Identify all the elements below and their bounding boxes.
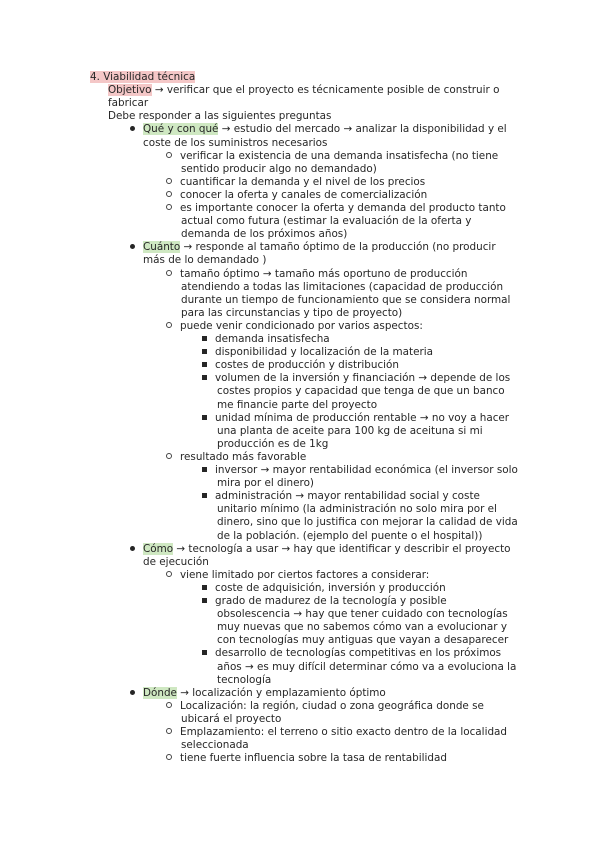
como-section-desc-cont: [143, 556, 209, 569]
cuanto-aspecto-text: una planta de aceite para 100 kg de aceituna si mi: [217, 424, 483, 437]
donde-item-text: seleccionada: [181, 739, 249, 752]
donde-item-cont: [181, 739, 249, 752]
bullet-square-icon: [202, 336, 207, 341]
cuanto-aspecto-cont: [217, 425, 483, 438]
cuanto-resultado-item-text: dinero, sino que lo justifica con mejorar la calidad de vida: [217, 516, 518, 529]
donde-item: [166, 752, 447, 765]
bullet-square-icon: [202, 467, 207, 472]
bullet-circle-icon: [166, 702, 172, 708]
cuanto-section-desc-text: más de lo demandado ): [143, 254, 267, 267]
que-section-desc-cont: [143, 137, 327, 150]
cuanto-item-text: tamaño óptimo → tamaño más oportuno de producción: [180, 267, 468, 280]
cuanto-aspecto-text: producción es de 1kg: [217, 437, 329, 450]
cuanto-aspecto-text: costes propios y capacidad que tenga de que un banco: [217, 385, 505, 398]
como-section-label: Cómo: [143, 542, 174, 555]
como-item: [166, 569, 429, 582]
cuanto-resultado-item-text: mira por el dinero): [217, 477, 314, 490]
que-item-text: verificar la existencia de una demanda insatisfecha (no tiene: [180, 149, 499, 162]
cuanto-item: [166, 268, 467, 281]
que-item-text: conocer la oferta y canales de comercialización: [180, 188, 428, 201]
cuanto-aspecto-text: disponibilidad y localización de la materia: [215, 346, 433, 359]
como-factor-text: grado de madurez de la tecnología y posible: [215, 595, 447, 607]
bullet-square-icon: [202, 349, 207, 354]
donde-item-text: tiene fuerte influencia sobre la tasa de rentabilidad: [180, 752, 447, 765]
donde-item: [166, 726, 507, 739]
objetivo-line: [108, 84, 499, 97]
cuanto-aspecto: [202, 412, 509, 425]
como-factor-text: con tecnologías muy antiguas que vayan a desaparecer: [217, 634, 509, 647]
bullet-circle-icon: [166, 270, 172, 276]
como-factor-text: coste de adquisición, inversión y producción: [215, 581, 446, 594]
que-item-cont: [181, 163, 377, 176]
section-number: 4.: [90, 71, 100, 83]
cuanto-resultado-item-text: administración → mayor rentabilidad social y coste: [215, 490, 480, 503]
donde-item-text: Emplazamiento: el terreno o sitio exacto dentro de la localidad: [180, 726, 508, 738]
cuanto-section-desc: → responde al tamaño óptimo de la producción (no producir: [180, 241, 496, 254]
bullet-circle-icon: [166, 152, 172, 158]
objetivo-line-cont: [108, 97, 148, 110]
bullet-disc-icon: [130, 690, 135, 695]
bullet-square-icon: [202, 598, 207, 603]
bullet-circle-icon: [166, 571, 172, 577]
bullet-square-icon: [202, 415, 207, 420]
bullet-circle-icon: [166, 754, 172, 760]
cuanto-section-heading: [130, 241, 496, 254]
donde-section-desc: → localización y emplazamiento óptimo: [176, 686, 386, 699]
que-section-desc-text: coste de los suministros necesarios: [143, 136, 328, 149]
bullet-disc-icon: [130, 546, 135, 551]
como-factor-cont: [217, 661, 516, 674]
cuanto-aspecto-text: costes de producción y distribución: [215, 359, 399, 372]
intro-line: [108, 110, 331, 123]
que-item-cont: [181, 215, 471, 228]
bullet-circle-icon: [166, 178, 172, 184]
donde-section-heading: [130, 687, 386, 700]
cuanto-resultado-item-cont: [217, 516, 518, 529]
cuanto-resultado-item-cont: [217, 503, 497, 516]
donde-section-label: Dónde: [143, 686, 177, 699]
cuanto-resultado-item-text: inversor → mayor rentabilidad económica (el inversor solo: [215, 464, 518, 476]
cuanto-item-text: atendiendo a todas las limitaciones (capacidad de producción: [181, 280, 504, 293]
cuanto-aspecto-text: me financie parte del proyecto: [217, 398, 378, 411]
cuanto-resultado-item-text: de la población. (ejemplo del puente o el hospital)): [217, 529, 483, 542]
como-factor-cont: [217, 621, 507, 634]
cuanto-resultado-item-cont: [217, 477, 314, 490]
bullet-circle-icon: [166, 453, 172, 459]
como-factor-cont: [217, 608, 508, 621]
como-factor-text: desarrollo de tecnologías competitivas en los próximos: [215, 647, 502, 660]
cuanto-resultado-item: [202, 490, 480, 503]
cuanto-resultado-item-cont: [217, 530, 482, 543]
cuanto-aspecto-cont: [217, 399, 377, 412]
bullet-square-icon: [202, 493, 207, 498]
como-factor: [202, 595, 447, 608]
como-section-desc-text: de ejecución: [143, 555, 209, 568]
donde-item-cont: [181, 713, 281, 726]
bullet-square-icon: [202, 362, 207, 367]
objetivo-text: → verificar que el proyecto es técnicamente posible de construir o: [151, 84, 500, 97]
cuanto-item: [166, 320, 423, 333]
que-section-label: Qué y con qué: [143, 123, 219, 136]
que-item-text: demanda de los próximos años): [181, 228, 348, 241]
cuanto-item-cont: [181, 281, 503, 294]
cuanto-section-desc-cont: [143, 254, 266, 267]
cuanto-item-text: para las circunstancias y tipo de proyecto): [181, 306, 403, 319]
que-item: [166, 176, 425, 189]
cuanto-aspecto: [202, 359, 399, 372]
cuanto-resultado: [166, 451, 306, 464]
donde-item-text: Localización: la región, ciudad o zona geográfica donde se: [180, 699, 484, 712]
como-factor-cont: [217, 634, 508, 647]
como-factor-text: obsolescencia → hay que tener cuidado con tecnologías: [217, 608, 508, 621]
como-factor-text: años → es muy difícil determinar cómo va a evoluciona la: [217, 660, 517, 673]
cuanto-aspecto-cont: [217, 438, 328, 451]
section-heading-highlight: [90, 71, 195, 83]
section-heading: [90, 71, 195, 84]
bullet-circle-icon: [166, 191, 172, 197]
cuanto-section-label: Cuánto: [143, 241, 181, 254]
cuanto-resultado-item: [202, 464, 518, 477]
bullet-square-icon: [202, 585, 207, 590]
como-factor: [202, 582, 446, 595]
bullet-disc-icon: [130, 126, 135, 131]
bullet-square-icon: [202, 650, 207, 655]
que-item: [166, 150, 498, 163]
cuanto-item-cont: [181, 307, 402, 320]
bullet-disc-icon: [130, 244, 135, 249]
que-item-text: cuantificar la demanda y el nivel de los precios: [180, 175, 426, 188]
bullet-circle-icon: [166, 728, 172, 734]
cuanto-aspecto-text: unidad mínima de producción rentable → no voy a hacer: [215, 411, 510, 424]
intro-text: Debe responder a las siguientes preguntas: [108, 110, 332, 123]
cuanto-aspecto-text: demanda insatisfecha: [215, 333, 330, 345]
que-section-desc: → estudio del mercado → analizar la disponibilidad y el: [218, 123, 507, 136]
objetivo-label: Objetivo: [108, 84, 152, 97]
cuanto-aspecto: [202, 372, 510, 385]
bullet-circle-icon: [166, 322, 172, 328]
cuanto-aspecto: [202, 333, 330, 346]
cuanto-item-text: puede venir condicionado por varios aspectos:: [180, 319, 423, 332]
cuanto-item-cont: [181, 294, 510, 307]
donde-item-text: ubicará el proyecto: [181, 712, 282, 725]
cuanto-resultado-item-text: unitario mínimo (la administración no solo mira por el: [217, 503, 497, 516]
que-item: [166, 189, 427, 202]
cuanto-item-text: durante un tiempo de funcionamiento que se considera normal: [181, 293, 511, 306]
que-item-text: es importante conocer la oferta y demanda del producto tanto: [180, 202, 506, 214]
section-title: Viabilidad técnica: [103, 71, 196, 83]
como-section-heading: [130, 543, 511, 556]
bullet-square-icon: [202, 375, 207, 380]
que-section-heading: [130, 123, 507, 136]
cuanto-aspecto-cont: [217, 385, 505, 398]
que-item-cont: [181, 228, 347, 241]
como-item-text: viene limitado por ciertos factores a considerar:: [180, 568, 430, 581]
como-factor: [202, 647, 501, 660]
donde-item: [166, 700, 484, 713]
que-item: [166, 202, 506, 215]
cuanto-aspecto: [202, 346, 433, 359]
como-factor-text: muy nuevas que no sabemos cómo van a evolucionar y: [217, 621, 507, 634]
que-item-text: sentido producir algo no demandado): [181, 162, 377, 175]
cuanto-resultado-text: resultado más favorable: [180, 450, 307, 463]
cuanto-aspecto-text: volumen de la inversión y financiación → depende de los: [215, 372, 511, 385]
bullet-circle-icon: [166, 204, 172, 210]
objetivo-text: fabricar: [108, 97, 149, 110]
como-section-desc: → tecnología a usar → hay que identificar y describir el proyecto: [173, 542, 511, 555]
que-item-text: actual como futura (estimar la evaluación de la oferta y: [181, 215, 472, 228]
como-factor-text: tecnología: [217, 673, 272, 686]
como-factor-cont: [217, 674, 271, 687]
